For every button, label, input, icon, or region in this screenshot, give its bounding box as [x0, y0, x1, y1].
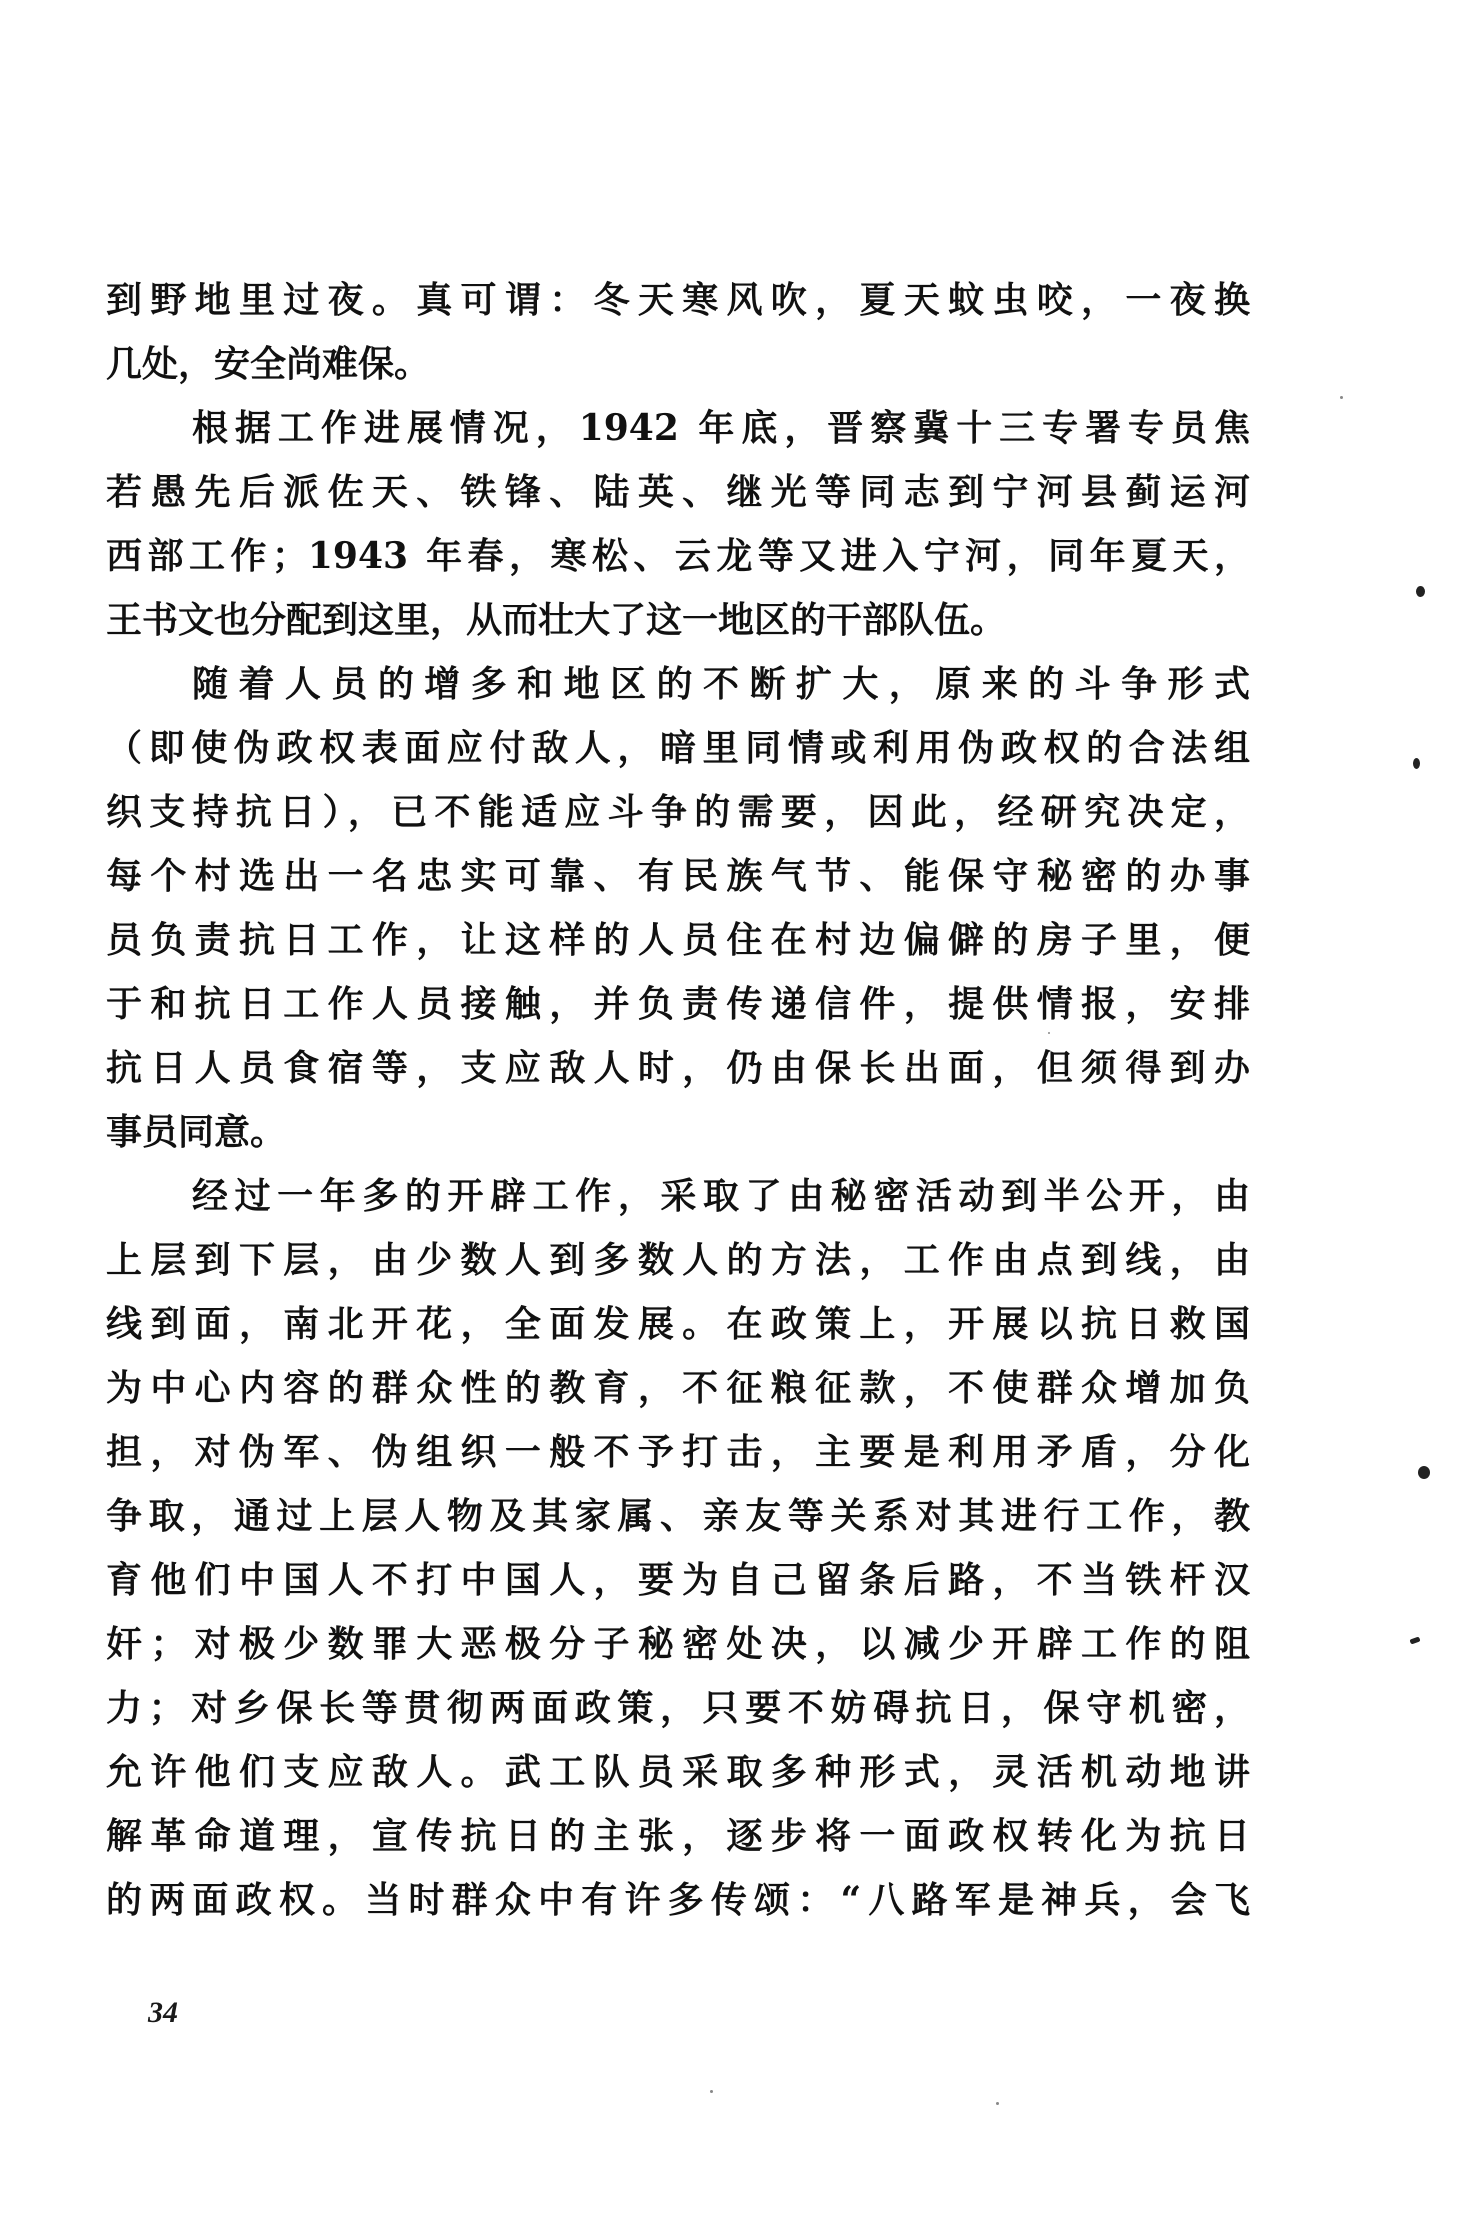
- text-line: 允许他们支应敌人。武工队员采取多种形式，灵活机动地讲: [106, 1751, 1250, 1793]
- text-line: 于和抗日工作人员接触，并负责传递信件，提供情报，安排: [106, 983, 1250, 1025]
- text-line: 王书文也分配到这里，从而壮大了这一地区的干部队伍。: [106, 599, 1007, 641]
- text-line: 线到面，南北开花，全面发展。在政策上，开展以抗日救国: [106, 1303, 1250, 1345]
- text-line: 为中心内容的群众性的教育，不征粮征款，不使群众增加负: [106, 1367, 1250, 1409]
- text-line: 抗日人员食宿等，支应敌人时，仍由保长出面，但须得到办: [106, 1047, 1250, 1089]
- paragraph-start-line: 经过一年多的开辟工作，采取了由秘密活动到半公开，由: [192, 1175, 1250, 1217]
- text-line: 事员同意。: [106, 1111, 287, 1153]
- text-line: 几处，安全尚难保。: [106, 343, 431, 385]
- body-text: [106, 268, 1250, 1932]
- text-line: 到野地里过夜。真可谓：冬天寒风吹，夏天蚊虫咬，一夜换: [106, 279, 1250, 321]
- paragraph-start-line: 随着人员的增多和地区的不断扩大，原来的斗争形式: [192, 663, 1250, 705]
- scan-speck: [1048, 1032, 1050, 1034]
- text-line: 力；对乡保长等贯彻两面政策，只要不妨碍抗日，保守机密，: [106, 1687, 1250, 1729]
- text-line: 担，对伪军、伪组织一般不予打击，主要是利用矛盾，分化: [106, 1431, 1250, 1473]
- text-line: 育他们中国人不打中国人，要为自己留条后路，不当铁杆汉: [106, 1559, 1250, 1601]
- text-line: 奸；对极少数罪大恶极分子秘密处决，以减少开辟工作的阻: [106, 1623, 1250, 1665]
- text-line: 每个村选出一名忠实可靠、有民族气节、能保守秘密的办事: [106, 855, 1250, 897]
- scan-speck: [996, 2102, 999, 2105]
- paragraph-start-line: 根据工作进展情况，1942 年底，晋察冀十三专署专员焦: [192, 407, 1250, 449]
- binding-hole-mark: [1409, 1636, 1420, 1644]
- text-line: 西部工作；1943 年春，寒松、云龙等又进入宁河，同年夏天，: [106, 535, 1250, 577]
- scan-speck: [1340, 396, 1343, 399]
- text-line: 若愚先后派佐天、铁锋、陆英、继光等同志到宁河县蓟运河: [106, 471, 1250, 513]
- binding-hole-mark: [1413, 758, 1420, 769]
- text-line: （即使伪政权表面应付敌人，暗里同情或利用伪政权的合法组: [106, 727, 1250, 769]
- page-number: 34: [148, 1996, 178, 2029]
- scan-speck: [710, 2090, 713, 2093]
- text-line: 争取，通过上层人物及其家属、亲友等关系对其进行工作，教: [106, 1495, 1250, 1537]
- binding-hole-mark: [1418, 1466, 1430, 1479]
- binding-hole-mark: [1416, 586, 1425, 597]
- text-line: 织支持抗日），已不能适应斗争的需要，因此，经研究决定，: [106, 791, 1250, 833]
- text-line: 的两面政权。当时群众中有许多传颂：“八路军是神兵，会飞: [106, 1879, 1250, 1921]
- text-line: 员负责抗日工作，让这样的人员住在村边偏僻的房子里，便: [106, 919, 1250, 961]
- text-line: 上层到下层，由少数人到多数人的方法，工作由点到线，由: [106, 1239, 1250, 1281]
- text-line: 解革命道理，宣传抗日的主张，逐步将一面政权转化为抗日: [106, 1815, 1250, 1857]
